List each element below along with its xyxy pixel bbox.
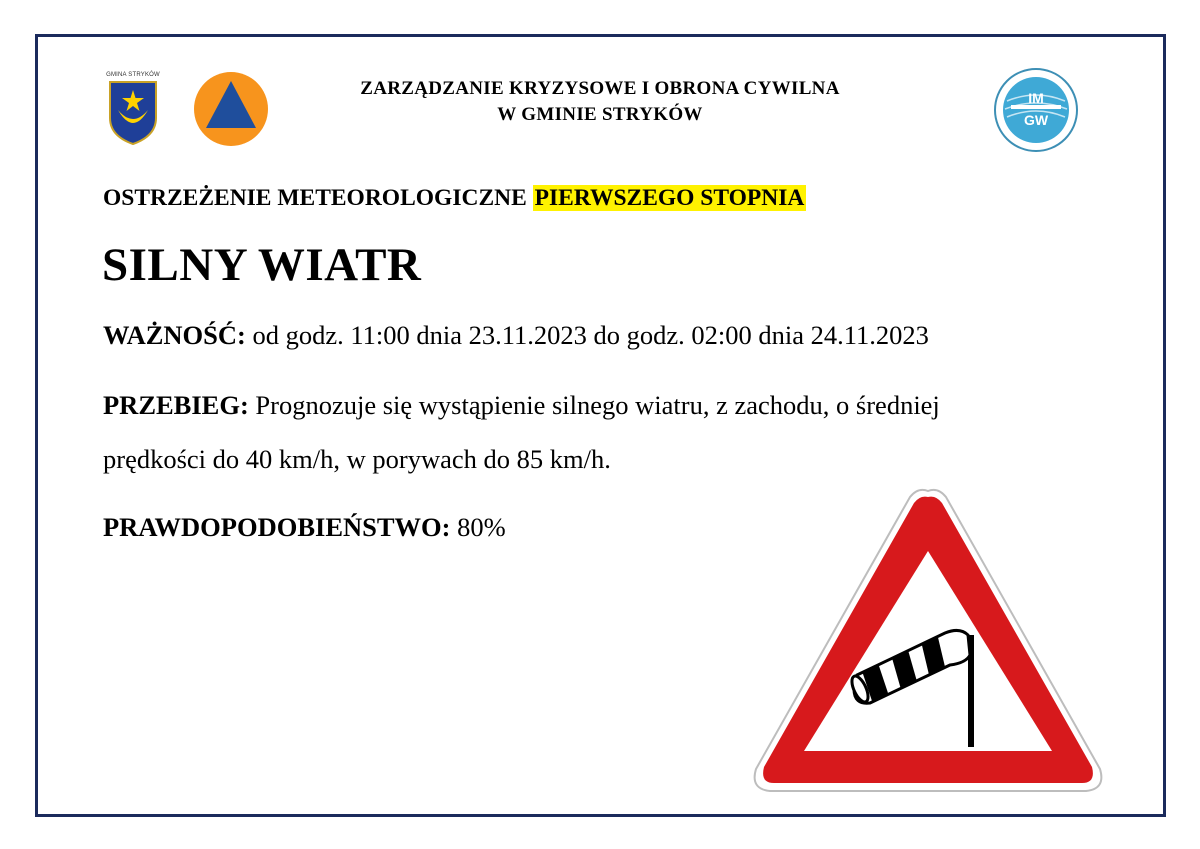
validity-text: od godz. 11:00 dnia 23.11.2023 do godz. 02:00 dnia 24.11.2023 [245, 320, 929, 350]
coat-caption: GMINA STRYKÓW [106, 72, 160, 78]
windsock-warning-sign-icon [750, 485, 1106, 797]
probability-paragraph [103, 512, 506, 543]
civil-defense-icon [193, 71, 269, 147]
warning-level-prefix: OSTRZEŻENIE METEOROLOGICZNE [103, 185, 533, 211]
probability-value: 80% [450, 512, 506, 542]
course-paragraph-line1 [103, 390, 940, 421]
header-title-line2: W GMINIE STRYKÓW [497, 104, 703, 125]
hazard-title: SILNY WIATR [102, 239, 422, 291]
svg-text:IM: IM [1028, 90, 1044, 106]
warning-level [103, 185, 806, 212]
header-title-line1: ZARZĄDZANIE KRYZYSOWE I OBRONA CYWILNA [360, 78, 840, 99]
warning-level-highlight: PIERWSZEGO STOPNIA [534, 185, 805, 211]
validity-paragraph [103, 320, 929, 351]
coat-of-arms-icon [104, 74, 162, 146]
probability-label: PRAWDOPODOBIEŃSTWO: [103, 512, 451, 542]
svg-text:GW: GW [1023, 112, 1049, 128]
course-paragraph-line2: prędkości do 40 km/h, w porywach do 85 km/h. [103, 444, 611, 474]
course-text-line1: Prognozuje się wystąpienie silnego wiatru, z zachodu, o średniej [248, 390, 940, 420]
validity-label: WAŻNOŚĆ: [103, 320, 246, 350]
course-label: PRZEBIEG: [103, 390, 249, 420]
imgw-logo-icon [993, 67, 1079, 153]
